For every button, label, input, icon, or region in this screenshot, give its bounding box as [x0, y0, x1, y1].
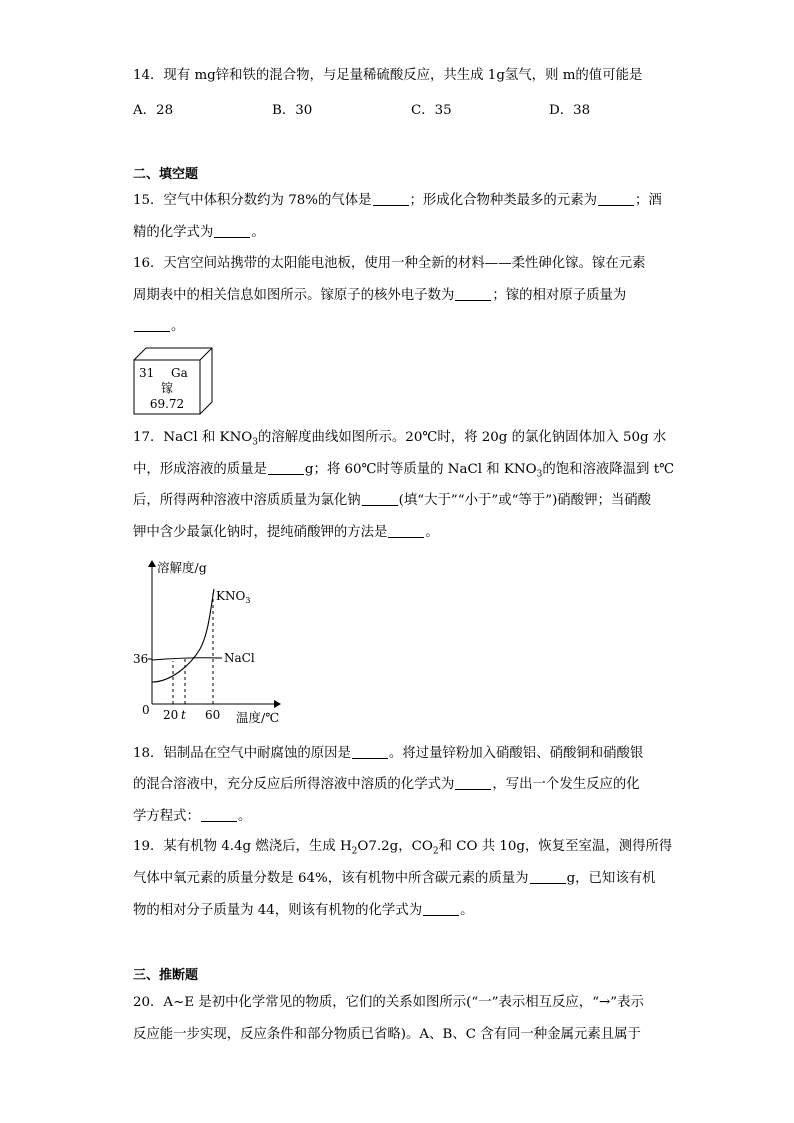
q18-line1: 18．铝制品在空气中耐腐蚀的原因是 。将过量锌粉加入硝酸铝、硝酸铜和硝酸银 — [133, 746, 644, 761]
answer-blank[interactable] — [201, 808, 237, 822]
answer-blank[interactable] — [530, 870, 566, 884]
answer-blank[interactable] — [598, 192, 634, 206]
answer-blank[interactable] — [373, 192, 409, 206]
element-name: 镓 — [160, 381, 174, 395]
kno3-label: $KNO_3$ — [216, 589, 251, 605]
y-tick-36: 36 — [133, 652, 149, 666]
q14-option-b: B．30 — [272, 103, 313, 118]
x-axis-label: 温度/℃ — [236, 710, 280, 725]
nacl-curve — [152, 658, 222, 660]
x-tick-60: 60 — [205, 708, 221, 722]
solubility-chart — [130, 556, 300, 726]
origin-label: 0 — [142, 703, 150, 717]
q15-line1: 15．空气中体积分数约为 78%的气体是 ；形成化合物种类最多的元素为 ；酒 — [133, 193, 662, 208]
element-symbol: Ga — [171, 366, 188, 380]
kno3-curve — [152, 589, 214, 682]
q19-line1: 19．某有机物 4.4g 燃浇后，生成 $H_2O7.2g$，$CO_2$和 CO 共 10g，恢复至室温，测得所得 — [133, 839, 673, 857]
q15-line2: 精的化学式为 。 — [133, 225, 265, 240]
q14-stem: 14．现有 mg锌和铁的混合物，与足量稀硫酸反应，共生成 1g氢气，则 m的值可能是 — [133, 68, 643, 83]
x-tick-t: t — [181, 708, 186, 722]
answer-blank[interactable] — [134, 318, 170, 332]
answer-blank[interactable] — [214, 224, 250, 238]
q20-line2: 反应能一步实现，反应条件和部分物质已省略)。A、B、C 含有同一种金属元素且属于 — [133, 1027, 641, 1042]
q17-line3: 后，所得两种溶液中溶质质量为氯化钠 (填“大于”“小于”或“等于”)硝酸钾；当硝酸 — [133, 493, 652, 508]
answer-blank[interactable] — [362, 492, 398, 506]
q16-line1: 16．天宫空间站携带的太阳能电池板，使用一种全新的材料——柔性砷化镓。镓在元素 — [133, 256, 646, 271]
y-axis-label: 溶解度/g — [157, 560, 207, 575]
q17-line2: 中，形成溶液的质量是 g；将 60℃时等质量的 NaCl 和 $KNO_3$的饱和溶液降温到 t℃ — [133, 462, 675, 480]
element-mass: 69.72 — [149, 397, 185, 411]
q19-line2: 气体中氧元素的质量分数是 64%，该有机物中所含碳元素的质量为 g，已知该有机 — [133, 871, 656, 886]
q14-option-c: C．35 — [411, 103, 452, 118]
nacl-label: NaCl — [224, 651, 255, 665]
answer-blank[interactable] — [423, 902, 459, 916]
section-title-fill-blank: 二、填空题 — [133, 167, 199, 182]
x-tick-20: 20 — [163, 708, 179, 722]
q16-line3: 。 — [133, 318, 184, 336]
q18-line3: 学方程式： 。 — [133, 809, 252, 824]
answer-blank[interactable] — [268, 461, 304, 475]
answer-blank[interactable] — [455, 776, 491, 790]
q16-line2: 周期表中的相关信息如图所示。镓原子的核外电子数为 ；镓的相对原子质量为 — [133, 288, 627, 303]
answer-blank[interactable] — [455, 287, 491, 301]
q17-line1: 17．NaCl 和 $KNO_3$的溶解度曲线如图所示。20℃时，将 20g 的氯化钠固体加入 50g 水 — [133, 430, 667, 448]
q20-line1: 20．A~E 是初中化学常见的物质，它们的关系如图所示(“一”表示相互反应，“→”表示 — [133, 995, 644, 1010]
answer-blank[interactable] — [352, 745, 388, 759]
answer-blank[interactable] — [388, 524, 424, 538]
q17-line4: 钾中含少最氯化钠时，提纯硝酸钾的方法是 。 — [133, 525, 439, 540]
q14-option-a: A．28 — [133, 103, 174, 118]
q19-line3: 物的相对分子质量为 44，则该有机物的化学式为 。 — [133, 903, 474, 918]
element-atomic-number: 31 — [139, 366, 155, 380]
q14-option-d: D．38 — [549, 103, 591, 118]
section-title-inference: 三、推断题 — [133, 968, 199, 983]
element-cell-figure — [130, 346, 214, 418]
q18-line2: 的混合溶液中，充分反应后所得溶液中溶质的化学式为 ，写出一个发生反应的化 — [133, 777, 640, 792]
